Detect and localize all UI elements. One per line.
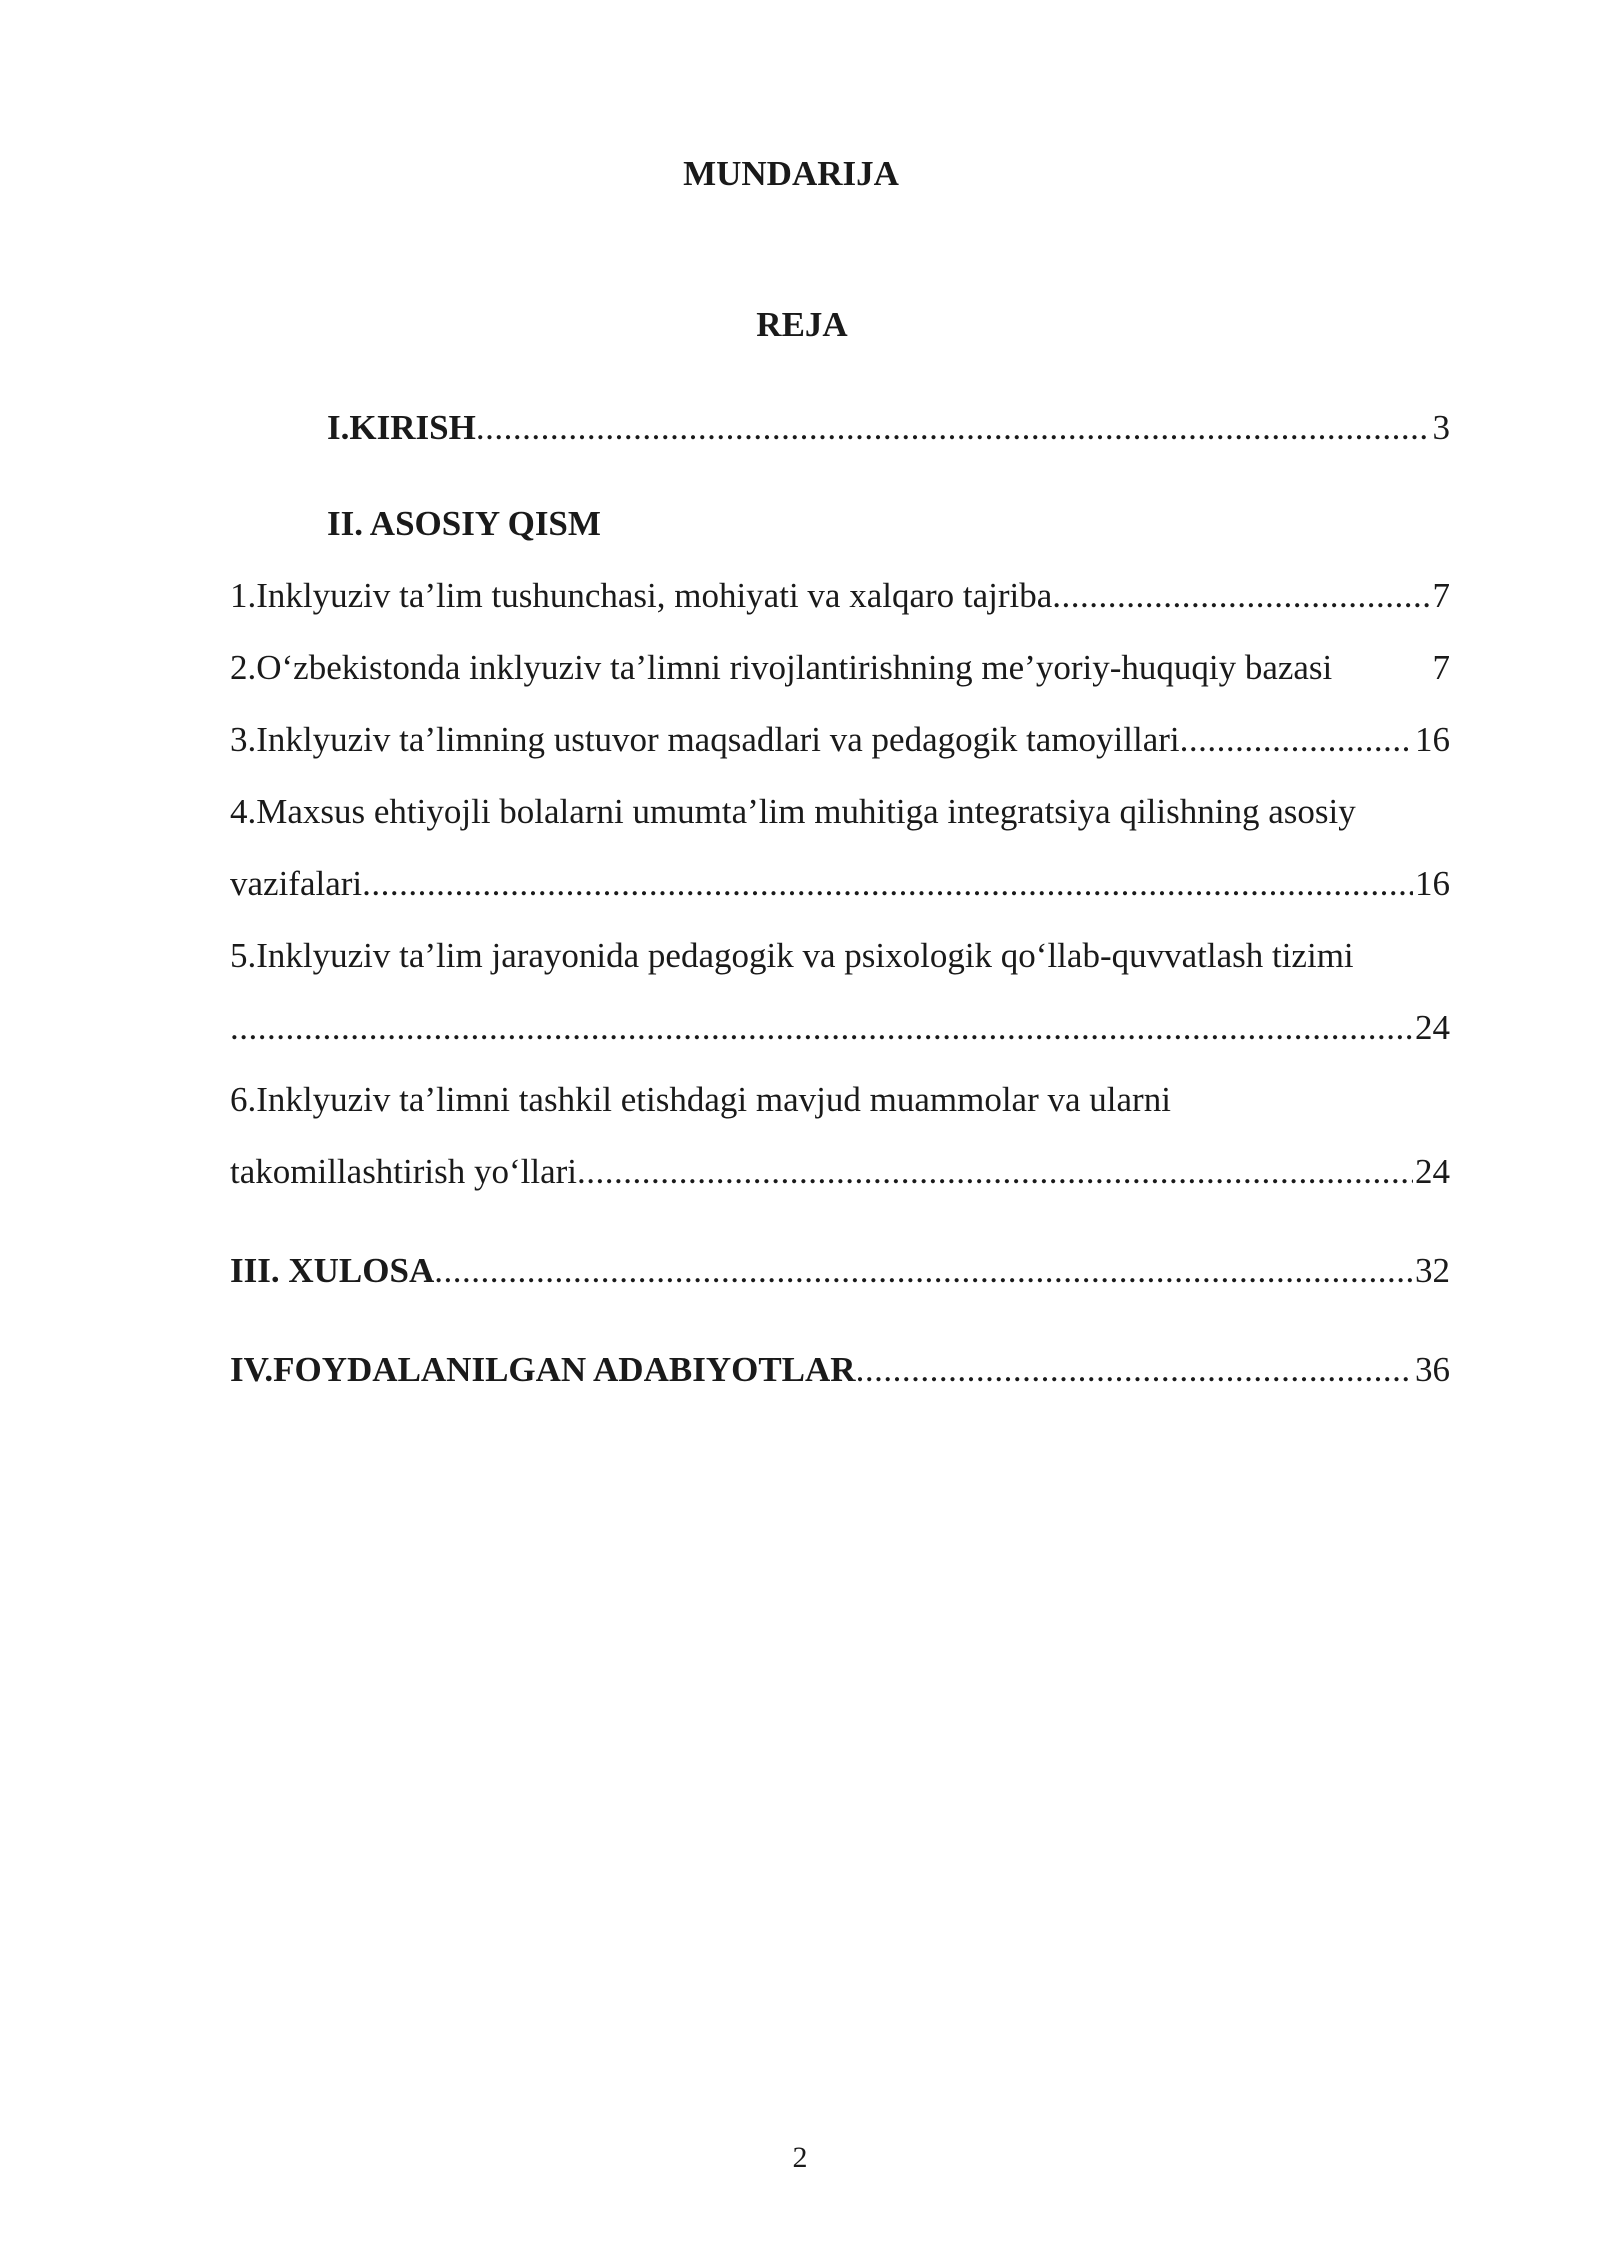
toc-entry-label: 1.Inklyuziv ta’lim tushunchasi, mohiyati va xalqaro tajriba: [230, 576, 1053, 615]
toc-entry-label-cont: takomillashtirish yo‘llari: [230, 1152, 578, 1191]
toc-entry-page: 32: [1415, 1251, 1450, 1290]
toc-entry-label-cont: vazifalari: [230, 864, 363, 903]
toc-entry-5-line1: [230, 934, 1450, 978]
toc-entry-xulosa: [230, 1249, 1450, 1293]
plan-title: REJA: [756, 305, 848, 344]
toc-entry-label: IV.FOYDALANILGAN ADABIYOTLAR: [230, 1350, 856, 1389]
dot-leader: [230, 1006, 1413, 1050]
toc-entry-page: 36: [1415, 1350, 1450, 1389]
dot-leader: [577, 1150, 1413, 1194]
dot-leader: [476, 406, 1431, 450]
toc-entry-page: 7: [1432, 576, 1450, 615]
toc-entry-page: 3: [1432, 408, 1450, 447]
toc-entry-3: [230, 718, 1450, 762]
page-number: 2: [792, 2141, 808, 2174]
toc-entry-6-line1: [230, 1078, 1450, 1122]
toc-entry-1: [230, 574, 1450, 618]
toc-entry-label: 4.Maxsus ehtiyojli bolalarni umumta’lim muhitiga integratsiya qilishning asosiy: [230, 792, 1356, 831]
toc-entry-2: [230, 646, 1450, 690]
toc-entry-6-line2: [230, 1150, 1450, 1194]
dot-leader: [1180, 718, 1413, 762]
toc-entry-label: I.KIRISH: [327, 408, 476, 447]
toc-entry-page: 16: [1415, 864, 1450, 903]
dot-leader: [1052, 574, 1430, 618]
toc-section-label: II. ASOSIY QISM: [327, 504, 601, 543]
toc-entry-page: 7: [1432, 648, 1450, 687]
toc-entry-kirish: [327, 406, 1450, 450]
toc-entry-label: 6.Inklyuziv ta’limni tashkil etishdagi mavjud muammolar va ularni: [230, 1080, 1171, 1119]
toc-entry-4-line2: [230, 862, 1450, 906]
toc-entry-5-line2: [230, 1006, 1450, 1050]
toc-entry-page: 16: [1415, 720, 1450, 759]
toc-entry-label: 5.Inklyuziv ta’lim jarayonida pedagogik va psixologik qo‘llab-quvvatlash tizimi: [230, 936, 1354, 975]
toc-entry-page: 24: [1415, 1008, 1450, 1047]
toc-entry-4-line1: [230, 790, 1450, 834]
toc-entry-adabiyotlar: [230, 1348, 1450, 1392]
page-title: MUNDARIJA: [683, 154, 899, 193]
dot-leader: [434, 1249, 1413, 1293]
toc-section-asosiy: [327, 502, 1450, 546]
dot-leader: [362, 862, 1413, 906]
dot-leader: [856, 1348, 1413, 1392]
toc-entry-label: 3.Inklyuziv ta’limning ustuvor maqsadlari va pedagogik tamoyillari: [230, 720, 1180, 759]
toc-entry-page: 24: [1415, 1152, 1450, 1191]
toc-entry-label: III. XULOSA: [230, 1251, 435, 1290]
toc-entry-label: 2.O‘zbekistonda inklyuziv ta’limni rivojlantirishning me’yoriy-huquqiy bazasi: [230, 648, 1333, 687]
